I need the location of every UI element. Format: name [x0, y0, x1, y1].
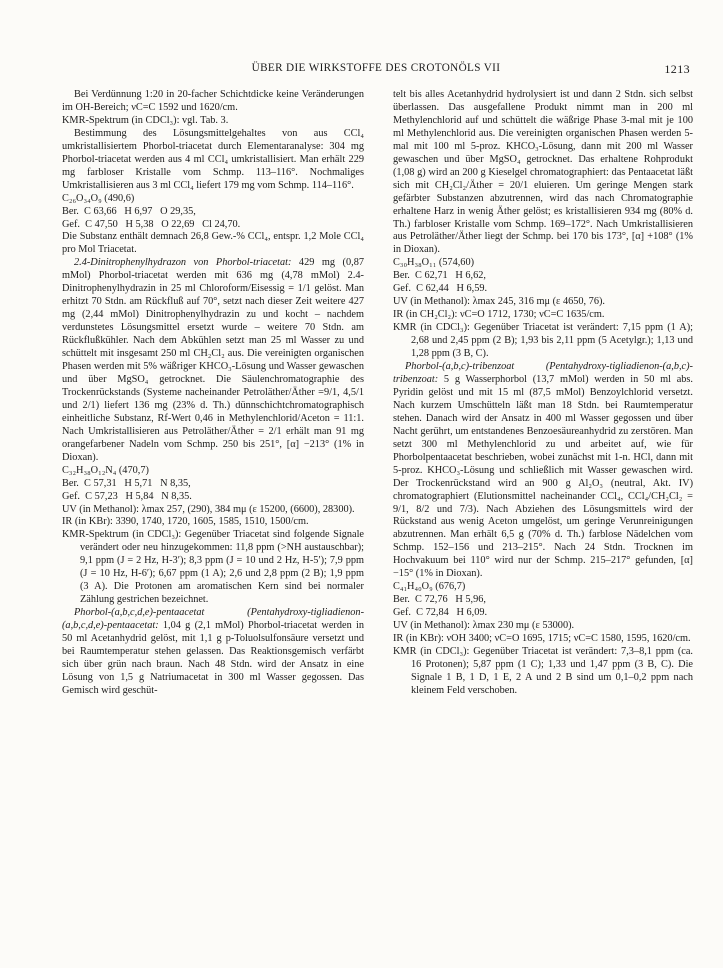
paragraph-text: C₂₆O₃₄O₉ (490,6): [62, 192, 135, 204]
analysis-row: [62, 206, 364, 219]
spectrum-entry: [62, 504, 364, 517]
paragraph-text: Gef. C 57,23 H 5,84 N 8,35.: [62, 490, 192, 502]
paragraph-text: Ber. C 57,31 H 5,71 N 8,35,: [62, 477, 191, 489]
paragraph-text: 1,04 g (2,1 mMol) Phorbol-triacetat werden in 50 ml Acetanhydrid gelöst, mit 1,1 g p-Toluolsulfonsäure versetzt und bei Raumtemperatur stehen gelassen. Das Reaktionsgemisch verfärbt sich über grün nach braun. Nach 48 Stdn. wird der Ansatz in eine Lösung von 1,5 g Natriumacetat in 300 ml Wasser gegossen. Das Gemisch wird geschüt-: [62, 620, 364, 696]
analysis-row: [62, 478, 364, 491]
paragraph-text: Ber. C 72,76 H 5,96,: [393, 594, 486, 606]
spectrum-entry: [62, 529, 364, 607]
left-column: [62, 89, 364, 698]
paragraph-text: UV (in Methanol): λmax 257, (290), 384 mμ (ε 15200, (6600), 28300).: [62, 503, 355, 515]
right-column: [393, 89, 693, 698]
paragraph-text: IR (in KBr): 3390, 1740, 1720, 1605, 1585, 1510, 1500/cm.: [62, 516, 309, 528]
analysis-row: [393, 607, 693, 620]
paragraph-text: Gef. C 72,84 H 6,09.: [393, 607, 488, 619]
paragraph-text: Ber. C 63,66 H 6,97 O 29,35,: [62, 205, 196, 217]
spectrum-entry: [393, 633, 693, 646]
body-paragraph: [393, 296, 693, 309]
paragraph-text: Gef. C 47,50 H 5,38 O 22,69 Cl 24,70.: [62, 218, 241, 230]
paragraph-text: Die Substanz enthält demnach 26,8 Gew.-% CCl₄, entspr. 1,2 Mole CCl₄ pro Mol Triacetat.: [62, 231, 364, 256]
paragraph-text: C₃₀H₃₈O₁₁ (574,60): [393, 257, 475, 269]
spectrum-entry: [393, 646, 693, 698]
body-paragraph: [393, 361, 693, 581]
compound-heading: Phorbol-(a,b,c,d,e)-pentaacetat (Pentahydroxy-tigliadienon-(a,b,c,d,e)-pentaacetat:: [62, 607, 364, 632]
body-paragraph: [62, 257, 364, 464]
analysis-row: [393, 283, 693, 296]
paragraph-text: IR (in KBr): νOH 3400; νC=O 1695, 1715; νC=C 1580, 1595, 1620/cm.: [393, 633, 691, 645]
body-paragraph: [62, 607, 364, 698]
compound-heading: 2.4-Dinitrophenylhydrazon von Phorbol-triacetat:: [74, 257, 292, 269]
paragraph-text: KMR-Spektrum (in CDCl₃): Gegenüber Triacetat sind folgende Signale verändert oder neu hinzugekommen: 11,8 ppm (>NH austauschbar); 9,1 ppm (J = 2 Hz, H-3′); 8,3 ppm (J = 10 und 2 Hz, H-5′); 7,9 ppm (J = 10 Hz, H-6′); 6,67 ppm (1 A); 2,6 und 2,8 ppm (2 B); 1,9 ppm (3 A). Die Protonen am aromatischen Kern sind bei normaler Zählung gestrichen bezeichnet.: [62, 529, 364, 606]
body-paragraph: [62, 115, 364, 128]
paragraph-text: 5 g Wasserphorbol (13,7 mMol) werden in 50 ml abs. Pyridin gelöst und mit 15 ml (87,5 mMol) Benzoylchlorid versetzt. Nach kurzem Umschütteln läßt man 18 Stdn. bei Raumtemperatur stehen. Danach wird der Ansatz in 400 ml Wasser gegossen und über Nacht gerührt, um entstandenes Benzoesäureanhydrid zu zerstören. Man setzt 300 ml Methylenchlorid zu und arbeitet auf, wie für Phorbolpentaacetat beschrieben, wobei zunächst mit 1-n. HCl, dann mit 5-proz. KHCO₃-Lösung und schließlich mit Wasser gewaschen wird. Der Trockenrückstand wird an 900 g Al₂O₃ (neutral, Akt. IV) chromatographiert (Elutionsmittel nacheinander CCl₄, CCl₄/CH₂Cl₂ = 9/1, 8/2 und 7/3). Nach Abziehen des Lösungsmittels wird der Rückstand aus wenig Aceton umgelöst, um geringe Verunreinigungen abzutrennen. Man erhält 6,5 g (70% d. Th.) farblose Nädelchen vom Schmp. 152–156 und 213–215°. Nach 24 Stdn. Trocknen im Hochvakuum bei 110° wird nur der Schmp. 215–217° gefunden, [α] −15° (1% in Dioxan).: [393, 373, 693, 580]
molecular-formula: [62, 465, 364, 478]
paragraph-text: KMR-Spektrum (in CDCl₃): vgl. Tab. 3.: [62, 114, 229, 126]
paragraph-text: Ber. C 62,71 H 6,62,: [393, 270, 486, 282]
body-paragraph: [62, 231, 364, 257]
spectrum-entry: [62, 516, 364, 529]
paragraph-text: Bei Verdünnung 1:20 in 20-facher Schichtdicke keine Veränderungen im OH-Bereich; νC=C 1592 und 1620/cm.: [62, 89, 364, 113]
paragraph-text: 429 mg (0,87 mMol) Phorbol-triacetat werden mit 636 mg (4,78 mMol) 2.4-Dinitrophenylhydrazin in 25 ml Chloroform/Eisessig = 1/1 gelöst. Man erhitzt 70 Stdn. am Rückfluß auf 70°, setzt nach dieser Zeit weitere 427 mg (2,44 mMol) Dinitrophenylhydrazin zu und kocht – nachdem verdunstetes Lösungsmittel ersetzt wurde – weitere 70 Stdn. am Rückflußkühler. Nach dem Abkühlen setzt man 25 ml Wasser zu und schüttelt mit insgesamt 250 ml CH₂Cl₂ aus. Die vereinigten organischen Phasen werden mit 5% wäßriger KHCO₃-Lösung und Wasser gewaschen und über MgSO₄ getrocknet. Die Säulenchromatographie des Trockenrückstands (Systeme nacheinander Petroläther/Äther =9/1, 4,5/1 und 2/1) liefert 136 mg (23% d. Th.) dünnschichtchromatographisch einheitliche Substanz, Rf-Wert 0,46 in Methylenchlorid/Aceton = 11:1. Nach Umkristallisieren aus Petroläther/Äther = 2/1 erhält man 91 mg orangefarbener Nadeln vom Schmp. 250 bis 251°, [α] −213° (1% in Dioxan).: [62, 257, 364, 463]
body-paragraph: [62, 128, 364, 193]
paragraph-text: KMR (in CDCl₃): Gegenüber Triacetat ist verändert: 7,15 ppm (1 A); 2,68 und 2,45 ppm (2 B); 1,93 bis 2,11 ppm (5 Acetylgr.); 1,13 und 1,28 ppm (3 B, C).: [393, 322, 693, 360]
molecular-formula: [393, 257, 693, 270]
analysis-row: [62, 491, 364, 504]
compound-heading: Phorbol-(a,b,c)-tribenzoat (Pentahydroxy-tigliadienon-(a,b,c)-tribenzoat:: [393, 361, 693, 385]
page-header: [62, 62, 690, 78]
body-paragraph: [393, 620, 693, 633]
spectrum-entry: [393, 322, 693, 361]
analysis-row: [62, 219, 364, 232]
paragraph-text: KMR (in CDCl₃): Gegenüber Triacetat ist verändert: 7,3–8,1 ppm (ca. 16 Protonen); 5,87 ppm (1 C); 1,33 und 1,47 ppm (3 B, C). Die Signale 1 B, 1 D, 1 E, 2 A und 2 B sind um 0,1–0,2 ppm nach kleinem Feld verschoben.: [393, 645, 693, 696]
body-paragraph: [62, 89, 364, 115]
paragraph-text: IR (in CH₂Cl₂): νC=O 1712, 1730; νC=C 1635/cm.: [393, 309, 605, 321]
body-paragraph: [393, 89, 693, 257]
paragraph-text: UV (in Methanol): λmax 245, 316 mμ (ε 4650, 76).: [393, 296, 605, 308]
molecular-formula: [62, 193, 364, 206]
paragraph-text: UV (in Methanol): λmax 230 mμ (ε 53000).: [393, 620, 575, 632]
page-number: 1213: [664, 62, 690, 76]
analysis-row: [393, 270, 693, 283]
body-paragraph: [393, 309, 693, 322]
paragraph-text: Bestimmung des Lösungsmittelgehaltes von aus CCl₄ umkristallisiertem Phorbol-triacetat durch Elementaranalyse: 304 mg Phorbol-triacetat werden aus 4 ml CCl₄ umkristallisiert. Man erhält 229 mg farbloser Kristalle vom Schmp. 113–116°. Nochmaliges Umkristallisieren aus 3 ml CCl₄ liefert 179 mg vom Schmp. 114–116°.: [62, 127, 364, 191]
analysis-row: [393, 594, 693, 607]
paragraph-text: telt bis alles Acetanhydrid hydrolysiert ist und dann 2 Stdn. sich selbst überlassen. Das ausgefallene Produkt nimmt man in 200 ml Methylenchlorid auf und schüttelt die wäßrige Phase 3-mal mit je 100 ml Methylenchlorid aus. Die vereinigten organischen Phasen werden 5-mal mit 100 ml 5-proz. KHCO₃-Lösung, dann mit 200 ml Wasser gewaschen und über MgSO₄ getrocknet. Das erhaltene Rohprodukt (1,08 g) wird an 200 g Kieselgel chromatographiert: das Pentaacetat läßt sich mit CH₂Cl₂/Äther = 20/1 eluieren. Um geringe Mengen stark gefärbter Substanzen abzutrennen, wird das nach Chromatographie erhaltene Harz in wenig Äther gelöst; es kristallisieren 934 mg (80% d. Th.) farbloser Kristalle vom Schmp. 169–172°. Nach Umkristallisieren aus Petroläther/Äther liegt der Schmp. bei 170 bis 173°, [α] +108° (1% in Dioxan).: [393, 89, 693, 256]
paragraph-text: Gef. C 62,44 H 6,59.: [393, 283, 488, 295]
running-title: ÜBER DIE WIRKSTOFFE DES CROTONÖLS VII: [251, 62, 501, 74]
paragraph-text: C₃₂H₃₈O₁₂N₄ (470,7): [62, 464, 149, 476]
paragraph-text: C₄₁H₄₀O₉ (676,7): [393, 581, 466, 593]
molecular-formula: [393, 581, 693, 594]
